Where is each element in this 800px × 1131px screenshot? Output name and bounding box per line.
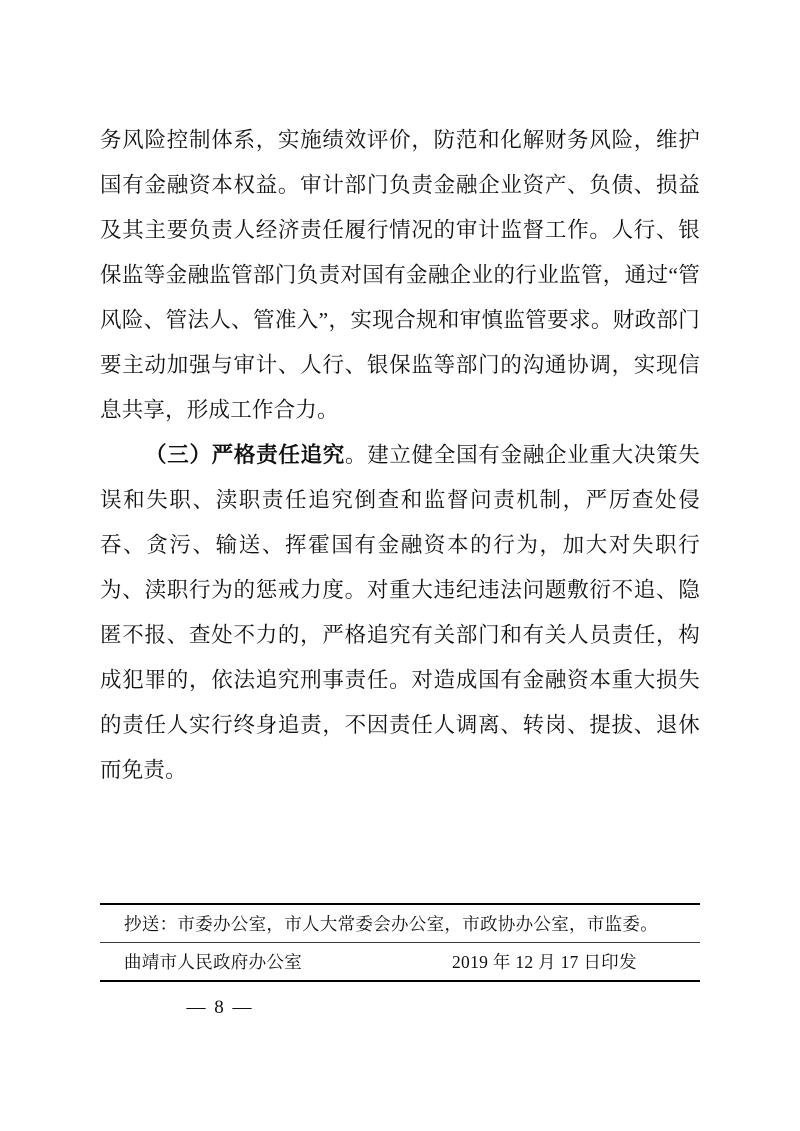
footer-rule-bottom <box>100 980 700 982</box>
footer-issuer-text: 曲靖市人民政府办公室 <box>124 952 302 972</box>
page-number: — 8 — <box>186 997 254 1018</box>
footer-cc-row <box>100 905 700 942</box>
paragraph-continuation: 务风险控制体系，实施绩效评价，防范和化解财务风险，维护国有金融资本权益。审计部门负责金融企业资产、负债、损益及其主要负责人经济责任履行情况的审计监督工作。人行、银保监等金融监管部门负责对国有金融企业的行业监管，通过“管风险、管法人、管准入”，实现合规和审慎监管要求。财政部门要主动加强与审计、人行、银保监等部门的沟通协调，实现信息共享，形成工作合力。 <box>100 128 700 422</box>
section-three-text: 。建立健全国有金融企业重大决策失误和失职、渎职责任追究倒查和监督问责机制，严厉查处侵吞、贪污、输送、挥霍国有金融资本的行为，加大对失职行为、渎职行为的惩戒力度。对重大违纪违法问题敷衍不追、隐匿不报、查处不力的，严格追究有关部门和有关人员责任，构成犯罪的，依法追究刑事责任。对造成国有金融资本重大损失的责任人实行终身追责，不因责任人调离、转岗、提拔、退休而免责。 <box>100 443 700 782</box>
footer-cc-text: 抄送：市委办公室，市人大常委会办公室，市政协办公室，市监委。 <box>124 914 658 934</box>
section-heading-three: （三）严格责任追究 <box>145 443 345 467</box>
document-footer <box>100 903 700 982</box>
paragraph-section-three <box>100 433 700 793</box>
footer-issuer-row <box>100 943 700 980</box>
document-body <box>100 118 700 793</box>
footer-issue-date: 2019 年 12 月 17 日印发 <box>452 952 637 972</box>
